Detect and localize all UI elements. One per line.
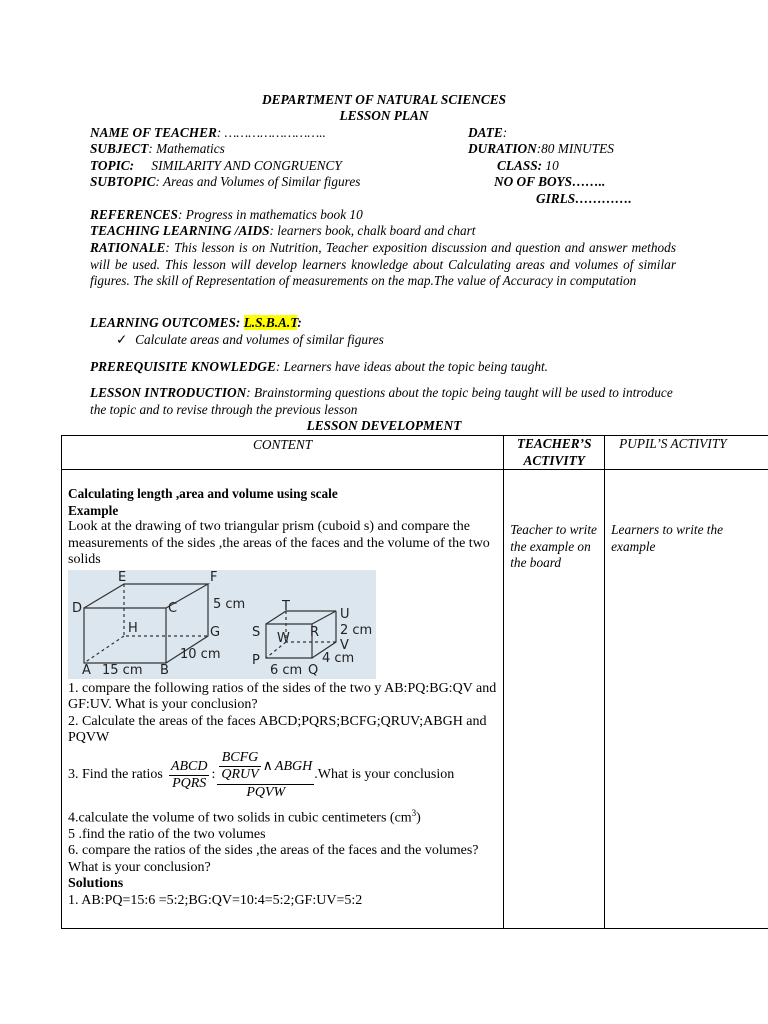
intro-label: LESSON INTRODUCTION bbox=[90, 385, 247, 400]
frac2-denominator: PQVW bbox=[246, 784, 286, 800]
subtopic-label: SUBTOPIC bbox=[90, 174, 156, 189]
prereq-value: : Learners have ideas about the topic being taught. bbox=[275, 359, 549, 374]
question-3 bbox=[68, 747, 497, 805]
topic-field bbox=[90, 158, 342, 174]
fraction-compound bbox=[217, 750, 314, 802]
aids-value: : learners book, chalk board and chart bbox=[269, 223, 476, 238]
intro-paragraph bbox=[90, 385, 676, 418]
question-2: 2. Calculate the areas of the faces ABCD;PQRS;BCFG;QRUV;ABGH and PQVW bbox=[68, 713, 487, 745]
small-cuboid-top bbox=[266, 611, 336, 624]
q3-prefix: 3. Find the ratios bbox=[68, 767, 163, 783]
solution-1: 1. AB:PQ=15:6 =5:2;BG:QV=10:4=5:2;GF:UV=5:2 bbox=[68, 892, 363, 908]
subject-value: : Mathematics bbox=[148, 141, 225, 156]
frac1-numerator: ABCD bbox=[169, 759, 210, 777]
duration-value: :80 MINUTES bbox=[536, 141, 614, 156]
frac2-tail: ABGH bbox=[274, 758, 313, 774]
pupil-header: PUPIL’S ACTIVITY bbox=[619, 436, 727, 451]
label-B: B bbox=[160, 662, 169, 678]
topic-value: SIMILARITY AND CONGRUENCY bbox=[151, 158, 342, 173]
lesson-development-table bbox=[61, 435, 768, 929]
pupil-header-cell bbox=[605, 436, 768, 470]
teacher-field bbox=[90, 125, 326, 141]
label-R: R bbox=[310, 624, 320, 640]
big-height-label: 5 cm bbox=[213, 596, 246, 612]
development-title: LESSON DEVELOPMENT bbox=[306, 418, 462, 433]
teacher-label: NAME OF TEACHER bbox=[90, 125, 217, 140]
prism-drawing bbox=[68, 570, 376, 679]
class-value: 10 bbox=[545, 158, 559, 173]
outcomes-colon: : bbox=[297, 315, 302, 330]
class-field bbox=[497, 158, 559, 174]
small-height-label: 2 cm bbox=[340, 622, 373, 638]
lsbat-highlight: L.S.B.A.T bbox=[243, 315, 298, 330]
big-cuboid-front bbox=[84, 608, 166, 663]
class-label: CLASS: bbox=[497, 158, 543, 173]
content-heading: Calculating length ,area and volume using scale bbox=[68, 486, 338, 501]
aids-label: TEACHING LEARNING /AIDS bbox=[90, 223, 270, 238]
pupil-activity-cell bbox=[605, 470, 768, 929]
frac3-numerator: BCFG bbox=[219, 750, 260, 768]
label-D: D bbox=[72, 600, 83, 616]
wedge-symbol: ∧ bbox=[262, 758, 273, 774]
label-H: H bbox=[128, 620, 138, 636]
outcomes-label: LEARNING OUTCOMES: bbox=[90, 315, 241, 330]
outcome-item bbox=[116, 332, 384, 348]
duration-label: DURATION bbox=[468, 141, 537, 156]
big-width-label: 10 cm bbox=[180, 646, 221, 662]
pupil-activity-text: Learners to write the example bbox=[611, 522, 724, 554]
fraction-abcd-pqrs bbox=[169, 759, 210, 793]
label-U: U bbox=[340, 606, 350, 622]
subject-field bbox=[90, 141, 225, 157]
teacher-header: TEACHER’S ACTIVITY bbox=[516, 436, 592, 468]
rationale-text: : This lesson is on Nutrition, Teacher exposition discussion and question and answer methods will be used. This lesson will develop learners knowledge about Calculating areas and volumes of similar figures. The skill of Representation of measurements on the map.The value of Accuracy in computation bbox=[90, 240, 676, 288]
label-P: P bbox=[252, 652, 260, 668]
date-value: : bbox=[502, 125, 508, 140]
duration-field bbox=[468, 141, 614, 157]
content-cell bbox=[62, 470, 504, 929]
subject-label: SUBJECT bbox=[90, 141, 149, 156]
lesson-plan-title: LESSON PLAN bbox=[339, 108, 429, 123]
girls-field: GIRLS…………. bbox=[536, 191, 632, 206]
rationale-paragraph bbox=[90, 240, 676, 290]
references-label: REFERENCES bbox=[90, 207, 178, 222]
question-5: 5 .find the ratio of the two volumes bbox=[68, 826, 266, 842]
q4-end: ) bbox=[416, 810, 421, 826]
label-F: F bbox=[210, 569, 218, 585]
small-length-label: 6 cm bbox=[270, 662, 303, 678]
subtopic-field bbox=[90, 174, 360, 190]
outcomes-heading bbox=[90, 315, 302, 331]
question-6: 6. compare the ratios of the sides ,the areas of the faces and the volumes? What is your conclusion? bbox=[68, 843, 479, 875]
q3-suffix: .What is your conclusion bbox=[314, 767, 455, 783]
label-G: G bbox=[210, 624, 221, 640]
q4-superscript: 3 bbox=[411, 807, 417, 818]
teacher-value: : …………………….. bbox=[216, 125, 326, 140]
content-header-cell bbox=[62, 436, 504, 470]
check-icon: ✓ bbox=[116, 332, 128, 347]
prereq-line bbox=[90, 359, 548, 375]
small-width-label: 4 cm bbox=[322, 650, 355, 666]
q3-separator: : bbox=[211, 767, 216, 783]
department-title: DEPARTMENT OF NATURAL SCIENCES bbox=[262, 92, 506, 107]
label-A: A bbox=[82, 662, 91, 678]
frac2-numerator bbox=[217, 750, 314, 785]
question-4 bbox=[68, 805, 497, 827]
date-label: DATE bbox=[468, 125, 503, 140]
prereq-label: PREREQUISITE KNOWLEDGE bbox=[90, 359, 276, 374]
teacher-activity-cell bbox=[504, 470, 605, 929]
subtopic-value: : Areas and Volumes of Similar figures bbox=[155, 174, 361, 189]
rationale-label: RATIONALE bbox=[90, 240, 166, 255]
fraction-bcfg-qruv bbox=[219, 750, 260, 784]
content-header: CONTENT bbox=[253, 437, 313, 452]
intro-text: : Brainstorming questions about the topic being taught will be used to introduce the topic and to revise through the previous lesson bbox=[90, 385, 673, 417]
label-V: V bbox=[340, 637, 349, 653]
references-line bbox=[90, 207, 363, 223]
q4-text: 4.calculate the volume of two solids in cubic centimeters (cm bbox=[68, 810, 412, 826]
frac1-denominator: PQRS bbox=[172, 776, 207, 791]
prism-figure bbox=[68, 570, 376, 679]
frac3-denominator: QRUV bbox=[221, 767, 259, 783]
label-W: W bbox=[277, 630, 290, 646]
label-E: E bbox=[118, 569, 127, 585]
label-C: C bbox=[168, 600, 178, 616]
topic-label: TOPIC: bbox=[90, 158, 135, 173]
aids-line bbox=[90, 223, 476, 239]
big-cuboid-top bbox=[84, 584, 208, 608]
references-value: : Progress in mathematics book 10 bbox=[177, 207, 363, 222]
teacher-activity-text: Teacher to write the example on the board bbox=[510, 522, 597, 570]
solutions-label: Solutions bbox=[68, 876, 124, 892]
question-1: 1. compare the following ratios of the sides of the two y AB:PQ:BG:QV and GF:UV. What is your conclusion? bbox=[68, 680, 497, 712]
boys-field: NO OF BOYS…….. bbox=[494, 174, 606, 189]
example-intro: Look at the drawing of two triangular prism (cuboid s) and compare the measurements of the sides ,the areas of the faces and the volume of the two solids bbox=[68, 519, 490, 567]
teacher-header-cell bbox=[504, 436, 605, 470]
date-field bbox=[468, 125, 507, 141]
label-T: T bbox=[282, 598, 290, 614]
label-S: S bbox=[252, 624, 261, 640]
big-length-label: 15 cm bbox=[102, 662, 143, 678]
label-Q: Q bbox=[308, 662, 319, 678]
example-label: Example bbox=[68, 502, 119, 518]
outcome-text: Calculate areas and volumes of similar figures bbox=[135, 332, 384, 347]
